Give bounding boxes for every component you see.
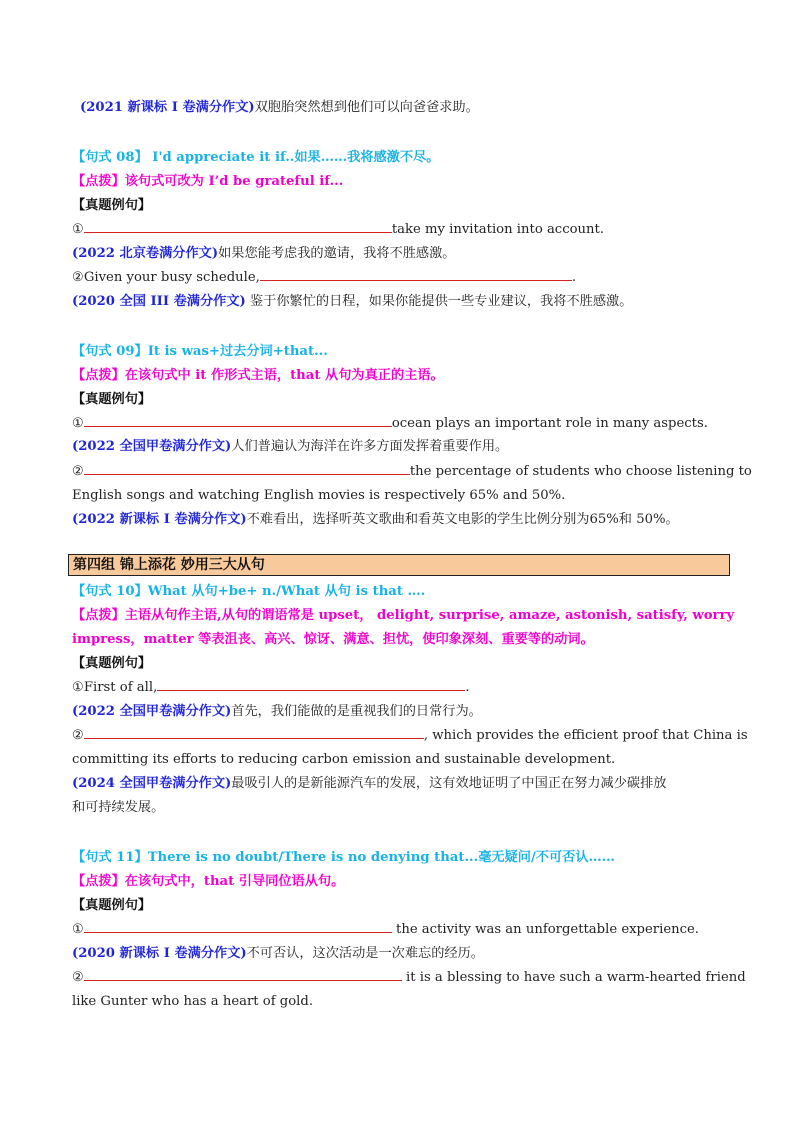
example-source: (2020 全国 III 卷满分作文) [72,294,246,309]
example-text: the activity was an unforgettable experience. [391,922,700,937]
example-source: (2020 新课标 I 卷满分作文) [72,946,247,961]
example-number: ① [72,922,84,937]
example-cn: 不难看出，选择听英文歌曲和看英文电影的学生比例分别为65%和 50%。 [246,512,679,527]
fill-in-blank[interactable] [84,220,392,233]
example-number: ① [72,416,84,431]
group-4-title: 第四组 锦上添花 妙用三大从句 [68,554,730,576]
example-text-end: . [571,270,577,285]
example-cn: 人们普遍认为海洋在许多方面发挥着重要作用。 [231,439,509,454]
pattern-10-label: 【真题例句】 [72,656,152,671]
example-text: , which provides the efficient proof that China is [423,728,748,743]
pattern-10-example-1 [72,678,469,698]
example-text: the percentage of students who choose listening to [409,464,752,479]
pattern-10-heading: 【句式 10】What 从句+be+ n./What 从句 is that …. [72,584,426,599]
pattern-11-example-2 [72,968,746,988]
example-source: (2022 全国甲卷满分作文) [72,439,232,454]
fill-in-blank[interactable] [84,726,424,739]
pattern-10-example-1-translation [72,702,482,722]
fill-in-blank[interactable] [84,968,402,981]
fill-in-blank[interactable] [84,462,410,475]
example-number: ② [72,728,84,743]
example-number: ② [72,464,84,479]
pattern-10-example-2 [72,726,748,746]
example-cn: 如果您能考虑我的邀请，我将不胜感激。 [218,246,456,261]
pattern-08-example-2 [72,268,576,288]
example-source: (2024 全国甲卷满分作文) [72,776,232,791]
pattern-10-example-2-translation-cont: 和可持续发展。 [72,800,165,815]
pattern-09-heading: 【句式 09】It is was+过去分词+that... [72,344,328,359]
pattern-10-tip: 【点拨】主语从句作主语,从句的谓语常是 upset， delight, surprise, amaze, astonish, satisfy, worry [72,608,735,623]
intro-source: (2021 新课标 I 卷满分作文) [80,100,255,115]
intro-text: 双胞胎突然想到他们可以向爸爸求助。 [254,100,479,115]
pattern-11-label: 【真题例句】 [72,898,152,913]
intro-line [80,98,479,118]
pattern-11-tip: 【点拨】在该句式中，that 引导同位语从句。 [72,874,345,889]
pattern-08-heading: 【句式 08】 I'd appreciate it if..如果……我将感激不尽。 [72,150,440,165]
example-cn: 最吸引人的是新能源汽车的发展，这有效地证明了中国正在努力减少碳排放 [231,776,667,791]
pattern-09-tip: 【点拨】在该句式中 it 作形式主语，that 从句为真正的主语。 [72,368,444,383]
pattern-10-example-2-cont: committing its efforts to reducing carbon emission and sustainable development. [72,752,616,767]
pattern-11-example-1-translation [72,944,484,964]
example-number: ① [72,222,84,237]
pattern-08-label: 【真题例句】 [72,198,152,213]
pattern-11-example-1 [72,920,699,940]
fill-in-blank[interactable] [84,920,392,933]
pattern-11-heading: 【句式 11】There is no doubt/There is no denying that...毫无疑问/不可否认…… [72,850,615,865]
pattern-08-example-1 [72,220,604,240]
example-source: (2022 全国甲卷满分作文) [72,704,232,719]
example-text: take my invitation into account. [391,222,605,237]
example-text: it is a blessing to have such a warm-hearted friend [401,970,746,985]
pattern-08-example-2-translation [72,292,632,312]
fill-in-blank[interactable] [84,414,392,427]
pattern-08-example-1-translation [72,244,455,264]
pattern-10-tip-cont: impress，matter 等表沮丧、高兴、惊讶、满意、担忧，使印象深刻、重要等的动词。 [72,632,594,647]
example-text: ①First of all, [72,680,158,695]
example-cn: 首先，我们能做的是重视我们的日常行为。 [231,704,482,719]
pattern-10-example-2-translation [72,774,666,794]
pattern-09-example-1 [72,414,708,434]
pattern-09-example-2-translation [72,510,679,530]
pattern-08-tip: 【点拨】该句式可改为 I’d be grateful if... [72,174,344,189]
fill-in-blank[interactable] [260,268,572,281]
pattern-09-example-2-cont: English songs and watching English movies is respectively 65% and 50%. [72,488,566,503]
example-source: (2022 新课标 I 卷满分作文) [72,512,247,527]
example-cn: 不可否认，这次活动是一次难忘的经历。 [246,946,484,961]
fill-in-blank[interactable] [157,678,465,691]
example-number: ② [72,970,84,985]
example-cn: 鉴于你繁忙的日程，如果你能提供一些专业建议，我将不胜感激。 [245,294,633,309]
pattern-11-example-2-cont: like Gunter who has a heart of gold. [72,994,314,1009]
pattern-09-example-2 [72,462,752,482]
example-text: ocean plays an important role in many aspects. [391,416,708,431]
example-source: (2022 北京卷满分作文) [72,246,219,261]
example-text-end: . [465,680,470,695]
example-text: ②Given your busy schedule, [72,270,260,285]
pattern-09-example-1-translation [72,437,508,457]
pattern-09-label: 【真题例句】 [72,392,152,407]
